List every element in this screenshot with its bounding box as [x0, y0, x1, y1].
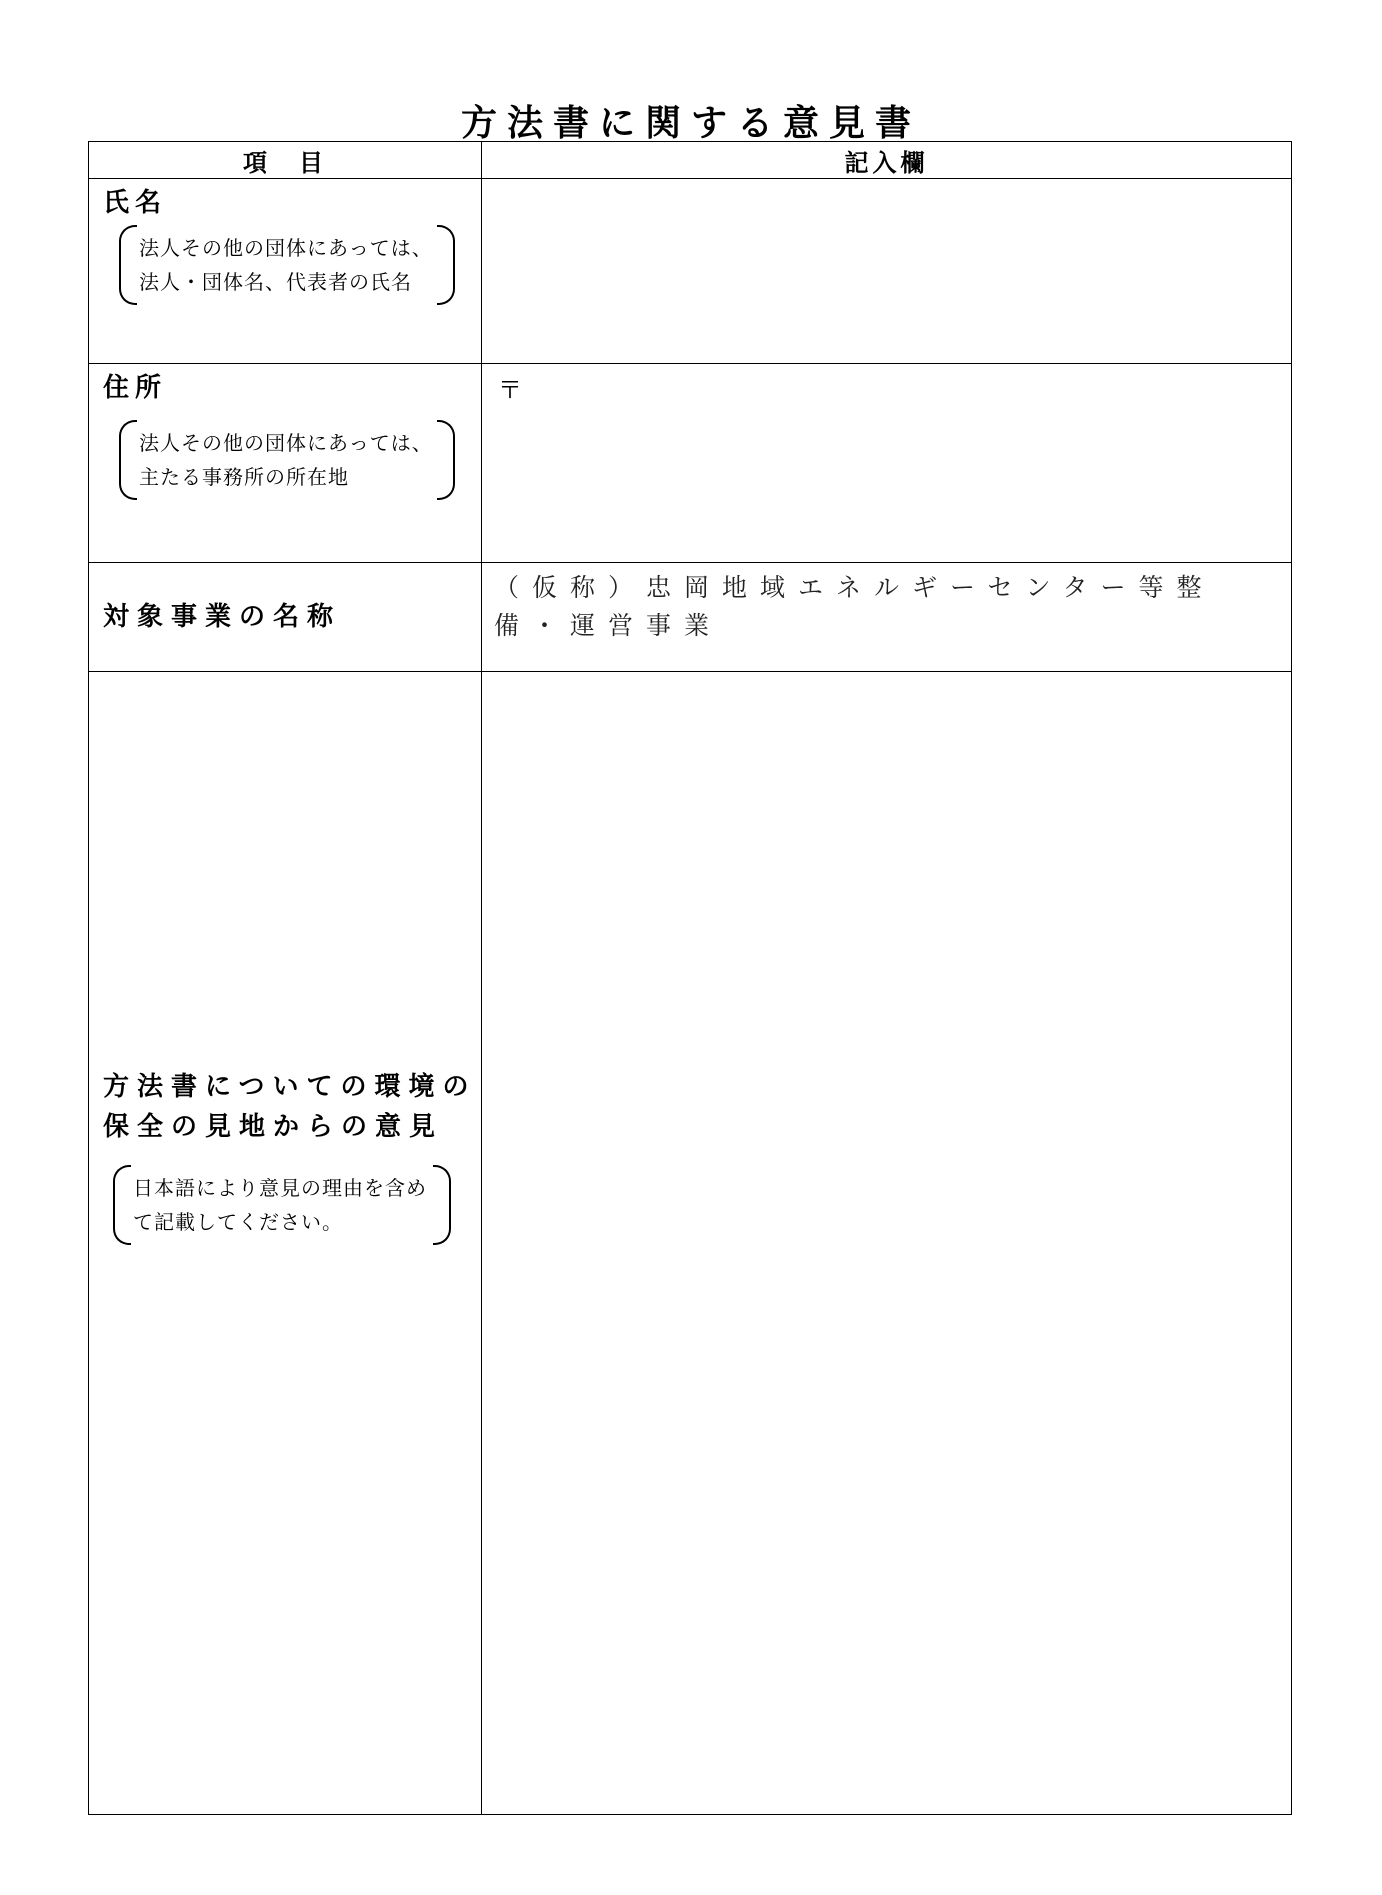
opinion-entry-field[interactable] [482, 672, 1292, 1815]
table-row-name [89, 179, 1292, 364]
project-label: 対象事業の名称 [103, 602, 342, 632]
address-entry-field[interactable] [482, 364, 1292, 563]
table-row-opinion [89, 672, 1292, 1815]
name-note: 法人その他の団体にあっては、法人・団体名、代表者の氏名 [119, 225, 455, 305]
opinion-note: 日本語により意見の理由を含めて記載してください。 [113, 1165, 451, 1245]
opinion-label-cell [89, 672, 482, 1815]
header-item: 項 目 [89, 142, 482, 179]
address-label: 住所 [103, 373, 168, 403]
name-entry-field[interactable] [482, 179, 1292, 364]
project-entry-field [482, 563, 1292, 672]
project-name-value: （仮称）忠岡地域エネルギーセンター等整備・運営事業 [494, 573, 1215, 640]
opinion-label: 方法書についての環境の保全の見地からの意見 [103, 1072, 477, 1142]
address-label-cell [89, 364, 482, 563]
opinion-label-block [103, 1067, 481, 1245]
address-note: 法人その他の団体にあっては、主たる事務所の所在地 [119, 420, 455, 500]
page-title: 方法書に関する意見書 [460, 103, 921, 144]
table-header-row [89, 142, 1292, 179]
table-row-project [89, 563, 1292, 672]
opinion-form-table [88, 141, 1292, 1815]
postal-mark-icon: 〒 [498, 376, 522, 404]
table-row-address [89, 364, 1292, 563]
name-label-cell [89, 179, 482, 364]
name-label: 氏名 [103, 188, 168, 218]
project-label-cell [89, 563, 482, 672]
header-entry: 記入欄 [482, 142, 1292, 179]
